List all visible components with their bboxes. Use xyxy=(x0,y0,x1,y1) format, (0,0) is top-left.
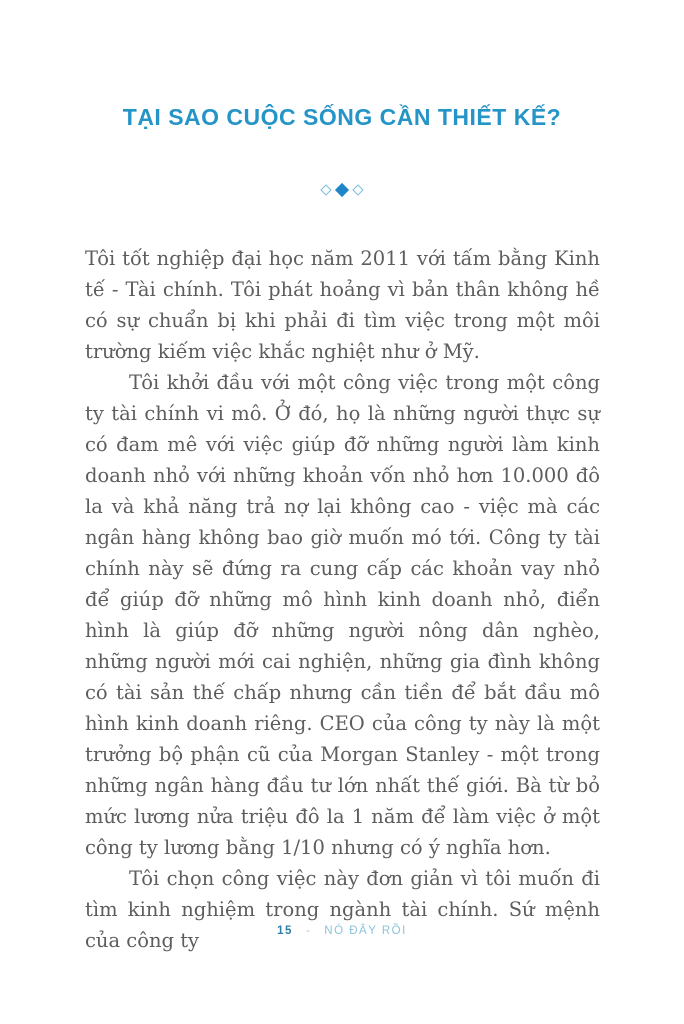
footer-separator: - xyxy=(305,925,312,937)
page-number: 15 xyxy=(277,925,293,937)
diamond-outline-icon xyxy=(320,184,331,195)
paragraph: Tôi chọn công việc này đơn giản vì tôi muốn đi tìm kinh nghiệm trong ngành tài chính. Sứ mệnh của công ty xyxy=(85,867,600,952)
diamond-filled-icon xyxy=(335,183,349,197)
chapter-body xyxy=(0,243,684,956)
paragraph: Tôi khởi đầu với một công việc trong một công ty tài chính vi mô. Ở đó, họ là những người thực sự có đam mê với việc giúp đỡ những người làm kinh doanh nhỏ với những khoản vốn nhỏ hơn 10.000 đô la và khả năng trả nợ lại không cao - việc mà các ngân hàng không bao giờ muốn mó tới. Công ty tài chính này sẽ đứng ra cung cấp các khoản vay nhỏ để giúp đỡ những mô hình kinh doanh nhỏ, điển hình là giúp đỡ những người nông dân nghèo, những người mới cai nghiện, những gia đình không có tài sản thế chấp nhưng cần tiền để bắt đầu mô hình kinh doanh riêng. CEO của công ty này là một trưởng bộ phận cũ của Morgan Stanley - một trong những ngân hàng đầu tư lớn nhất thế giới. Bà từ bỏ mức lương nửa triệu đô la 1 năm để làm việc ở một công ty lương bằng 1/10 nhưng có ý nghĩa hơn. xyxy=(85,371,600,859)
paragraph: Tôi tốt nghiệp đại học năm 2011 với tấm bằng Kinh tế - Tài chính. Tôi phát hoảng vì bản thân không hề có sự chuẩn bị khi phải đi tìm việc trong một môi trường kiếm việc khắc nghiệt như ở Mỹ. xyxy=(85,247,600,363)
page-footer xyxy=(0,925,684,937)
section-divider xyxy=(0,183,684,197)
book-title: NÓ ĐÂY RỒI xyxy=(324,925,407,937)
diamond-outline-icon xyxy=(352,184,363,195)
chapter-title: TẠI SAO CUỘC SỐNG CẦN THIẾT KẾ? xyxy=(122,104,562,130)
